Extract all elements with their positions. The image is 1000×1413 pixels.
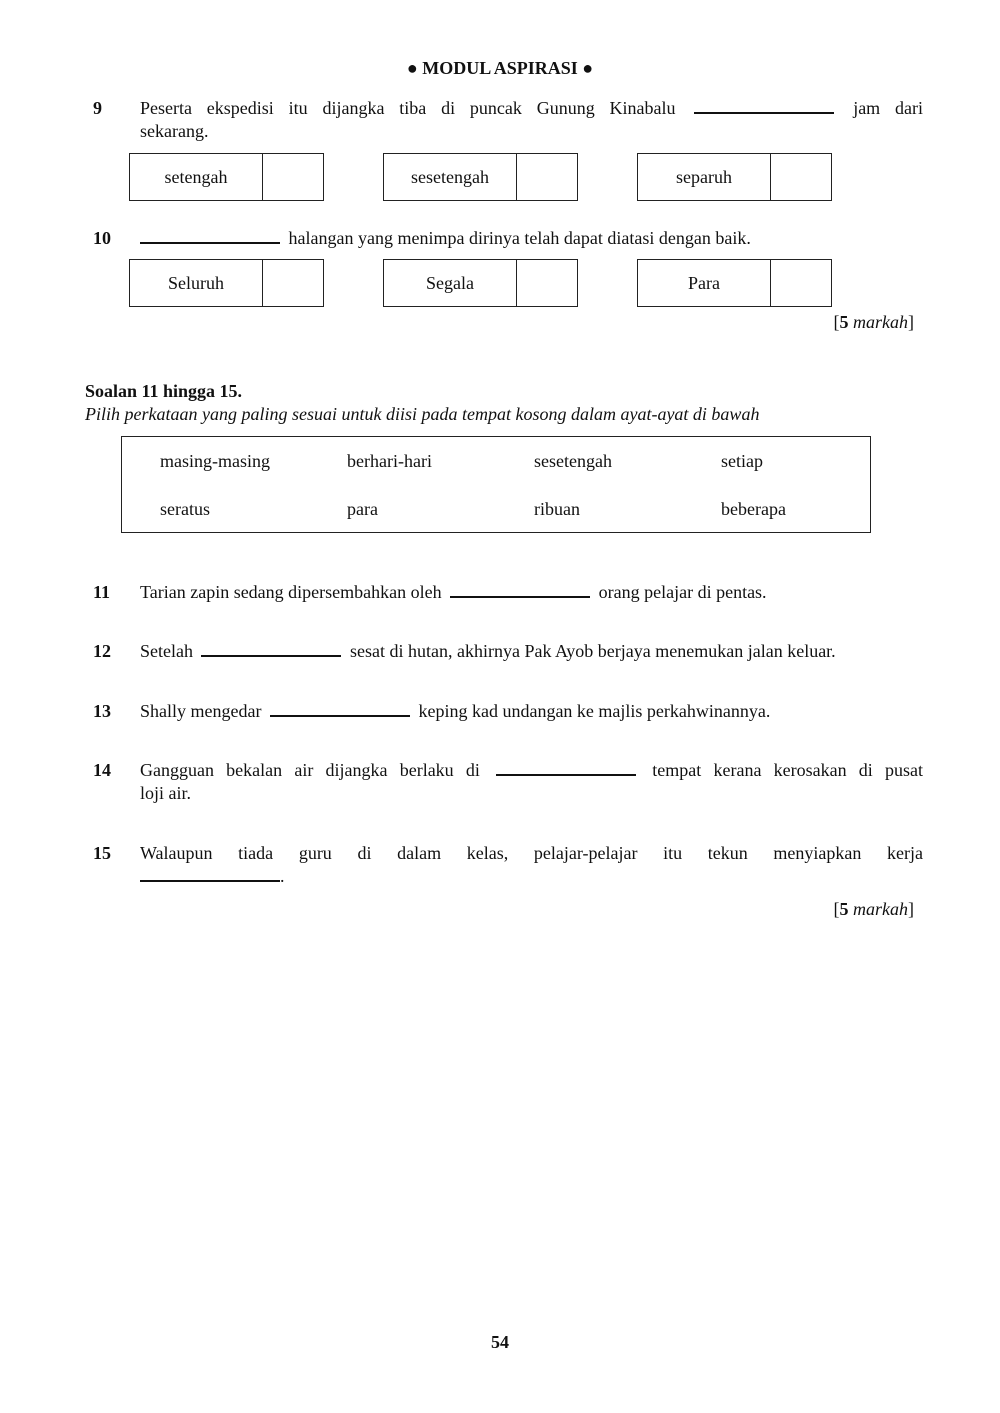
page-number: 54 [491, 1332, 509, 1352]
question-number: 11 [93, 582, 111, 602]
question-number: 10 [93, 228, 111, 248]
option-label: Segala [384, 260, 517, 306]
question-text: Peserta ekspedisi itu dijangka tiba di puncak Gunung Kinabalu [140, 98, 676, 118]
word-bank-item: ribuan [534, 499, 580, 519]
question-text: loji air. [140, 783, 191, 803]
question-text: halangan yang menimpa dirinya telah dapat diatasi dengan baik. [288, 228, 751, 248]
question-number: 13 [93, 701, 111, 721]
word-bank-item: seratus [160, 499, 210, 519]
answer-blank[interactable] [694, 111, 834, 114]
question-text: jam dari [853, 98, 923, 118]
option-label: Seluruh [130, 260, 263, 306]
bracket: [ [833, 899, 840, 919]
option-checkbox[interactable] [263, 154, 323, 200]
question-text: . [280, 866, 285, 886]
question-text: orang pelajar di pentas. [598, 582, 767, 602]
option-box[interactable] [383, 153, 578, 201]
word-bank-item: berhari-hari [347, 451, 432, 471]
question-number: 14 [93, 760, 111, 780]
option-label: separuh [638, 154, 771, 200]
section-title: Soalan 11 hingga 15. [85, 381, 243, 401]
marks-label [700, 312, 914, 333]
marks-unit: markah [853, 312, 908, 332]
option-checkbox[interactable] [517, 260, 577, 306]
bracket: [ [833, 312, 840, 332]
question-text: keping kad undangan ke majlis perkahwinannya. [418, 701, 771, 721]
option-checkbox[interactable] [263, 260, 323, 306]
bracket: ] [908, 312, 914, 332]
marks-unit: markah [853, 899, 908, 919]
word-bank-item: para [347, 499, 378, 519]
question-13-text [140, 701, 770, 722]
question-15-line2 [140, 866, 285, 887]
option-box[interactable] [383, 259, 578, 307]
question-text: tempat kerana kerosakan di pusat [652, 760, 924, 780]
question-number: 12 [93, 641, 111, 661]
answer-blank[interactable] [140, 241, 280, 244]
answer-blank[interactable] [140, 879, 280, 882]
bracket: ] [908, 899, 914, 919]
word-bank-item: setiap [721, 451, 763, 471]
question-12-text [140, 641, 836, 662]
question-9-text [140, 98, 923, 119]
option-box[interactable] [637, 153, 832, 201]
option-box[interactable] [129, 259, 324, 307]
marks-value: 5 [839, 899, 849, 919]
question-text: sesat di hutan, akhirnya Pak Ayob berjaya menemukan jalan keluar. [349, 641, 836, 661]
question-text: Gangguan bekalan air dijangka berlaku di [140, 760, 480, 780]
option-checkbox[interactable] [771, 154, 831, 200]
word-bank-item: sesetengah [534, 451, 612, 471]
question-10-text [140, 228, 751, 249]
option-label: Para [638, 260, 771, 306]
question-11-text [140, 582, 767, 603]
question-text: sekarang. [140, 121, 209, 141]
word-bank-item: masing-masing [160, 451, 270, 471]
question-14-text [140, 760, 923, 781]
option-checkbox[interactable] [771, 260, 831, 306]
word-bank [121, 436, 871, 533]
marks-label [700, 899, 914, 920]
question-number: 15 [93, 843, 111, 863]
question-text: Tarian zapin sedang dipersembahkan oleh [140, 582, 442, 602]
option-checkbox[interactable] [517, 154, 577, 200]
question-text: Walaupun tiada guru di dalam kelas, pelajar-pelajar itu tekun menyiapkan kerja [140, 843, 923, 863]
word-bank-item: beberapa [721, 499, 786, 519]
marks-value: 5 [839, 312, 849, 332]
section-instruction: Pilih perkataan yang paling sesuai untuk diisi pada tempat kosong dalam ayat-ayat di bawah [85, 404, 760, 424]
question-number: 9 [93, 98, 102, 118]
answer-blank[interactable] [496, 773, 636, 776]
answer-blank[interactable] [270, 714, 410, 717]
option-label: setengah [130, 154, 263, 200]
option-box[interactable] [129, 153, 324, 201]
question-text: Setelah [140, 641, 193, 661]
option-box[interactable] [637, 259, 832, 307]
page-header: ● MODUL ASPIRASI ● [406, 58, 594, 78]
question-text: Shally mengedar [140, 701, 262, 721]
answer-blank[interactable] [450, 595, 590, 598]
option-label: sesetengah [384, 154, 517, 200]
answer-blank[interactable] [201, 654, 341, 657]
